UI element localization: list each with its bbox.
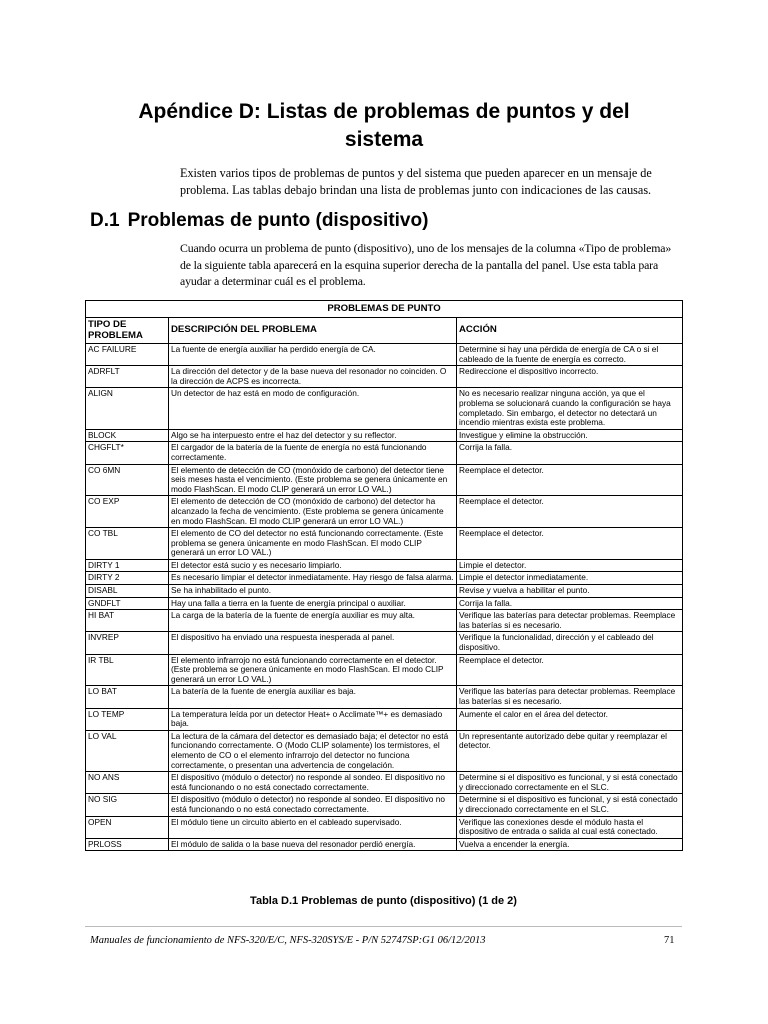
problem-action-cell: Un representante autorizado debe quitar y reemplazar el detector. — [457, 730, 683, 771]
problem-description-cell: Es necesario limpiar el detector inmediatamente. Hay riesgo de falsa alarma. — [169, 572, 457, 585]
table-row — [86, 838, 683, 851]
table-row — [86, 496, 683, 528]
problem-description-cell: La batería de la fuente de energía auxiliar es baja. — [169, 686, 457, 708]
problem-description-cell: El elemento de detección de CO (monóxido de carbono) del detector ha alcanzado la fecha de vencimiento. (Este problema se genera únicamente en modo FlashScan. El modo CLIP generará un error LO VAL.) — [169, 496, 457, 528]
problem-description-cell: El dispositivo ha enviado una respuesta inesperada al panel. — [169, 632, 457, 654]
problem-action-cell: Reemplace el detector. — [457, 654, 683, 686]
table-row — [86, 388, 683, 429]
column-header-action: ACCIÓN — [457, 318, 683, 344]
problem-type-cell: HI BAT — [86, 610, 169, 632]
problem-type-cell: CO 6MN — [86, 464, 169, 496]
problem-description-cell: El elemento de detección de CO (monóxido de carbono) del detector tiene seis meses hasta el vencimiento. (Este problema se genera únicamente en modo FlashScan. El modo CLIP generará un error LO VAL.) — [169, 464, 457, 496]
problem-description-cell: La fuente de energía auxiliar ha perdido energía de CA. — [169, 344, 457, 366]
problem-type-cell: LO TEMP — [86, 708, 169, 730]
problem-type-cell: LO VAL — [86, 730, 169, 771]
problem-action-cell: Verifique las baterías para detectar problemas. Reemplace las baterías si es necesario. — [457, 686, 683, 708]
table-row — [86, 654, 683, 686]
table-row — [86, 429, 683, 442]
page-number: 71 — [664, 935, 675, 946]
problem-action-cell: Investigue y elimine la obstrucción. — [457, 429, 683, 442]
problem-description-cell: El dispositivo (módulo o detector) no responde al sondeo. El dispositivo no está funcionando o no está conectado correctamente. — [169, 772, 457, 794]
problem-type-cell: NO ANS — [86, 772, 169, 794]
problem-description-cell: El cargador de la batería de la fuente de energía no está funcionando correctamente. — [169, 442, 457, 464]
problem-type-cell: CO TBL — [86, 528, 169, 560]
problem-action-cell: Reemplace el detector. — [457, 528, 683, 560]
problem-description-cell: Se ha inhabilitado el punto. — [169, 585, 457, 598]
problem-type-cell: GNDFLT — [86, 597, 169, 610]
section-paragraph: Cuando ocurra un problema de punto (dispositivo), uno de los mensajes de la columna «Tipo de problema» de la siguiente tabla aparecerá en la esquina superior derecha de la pantalla del panel. Use esta tabla para ayudar a determinar cuál es el problema. — [180, 241, 672, 288]
problem-description-cell: El dispositivo (módulo o detector) no responde al sondeo. El dispositivo no está funcionando o no está conectado correctamente. — [169, 794, 457, 816]
problem-description-cell: La carga de la batería de la fuente de energía auxiliar es muy alta. — [169, 610, 457, 632]
problem-type-cell: PRLOSS — [86, 838, 169, 851]
problem-action-cell: Limpie el detector. — [457, 559, 683, 572]
problem-type-cell: IR TBL — [86, 654, 169, 686]
section-number: D.1 — [90, 210, 120, 231]
footer-text: Manuales de funcionamiento de NFS-320/E/C, NFS-320SYS/E - P/N 52747SP:G1 06/12/2013 — [90, 935, 486, 946]
problem-description-cell: El elemento de CO del detector no está funcionando correctamente. (Este problema se genera únicamente en modo FlashScan. El modo CLIP generará un error LO VAL.) — [169, 528, 457, 560]
section-heading — [90, 208, 428, 234]
column-header-description: DESCRIPCIÓN DEL PROBLEMA — [169, 318, 457, 344]
problem-action-cell: Corrija la falla. — [457, 597, 683, 610]
table-row — [86, 730, 683, 771]
table-row — [86, 794, 683, 816]
problems-table — [85, 300, 683, 851]
problem-action-cell: No es necesario realizar ninguna acción, ya que el problema se solucionará cuando la configuración se haya completado. Sin embargo, el detector no detectará un incendio mientras exista este problema. — [457, 388, 683, 429]
problem-description-cell: La temperatura leída por un detector Heat+ o Acclimate™+ es demasiado baja. — [169, 708, 457, 730]
problem-type-cell: LO BAT — [86, 686, 169, 708]
problem-type-cell: BLOCK — [86, 429, 169, 442]
problem-description-cell: La lectura de la cámara del detector es demasiado baja; el detector no está funcionando correctamente. O (Modo CLIP solamente) los termistores, el elemento de CO o el elemento infrarrojo del detector no funciona correctamente, o presentan una advertencia de congelación. — [169, 730, 457, 771]
problem-action-cell: Reemplace el detector. — [457, 464, 683, 496]
problem-description-cell: Algo se ha interpuesto entre el haz del detector y su reflector. — [169, 429, 457, 442]
problem-type-cell: ALIGN — [86, 388, 169, 429]
table-row — [86, 585, 683, 598]
table-row — [86, 572, 683, 585]
table-row — [86, 464, 683, 496]
problem-action-cell: Limpie el detector inmediatamente. — [457, 572, 683, 585]
problem-type-cell: DIRTY 2 — [86, 572, 169, 585]
problem-type-cell: INVREP — [86, 632, 169, 654]
problem-description-cell: El módulo de salida o la base nueva del resonador perdió energía. — [169, 838, 457, 851]
page-title: Apéndice D: Listas de problemas de puntos y del sistema — [138, 100, 630, 151]
problem-action-cell: Determine si el dispositivo es funcional, y si está conectado y direccionado correctamente en el SLC. — [457, 794, 683, 816]
table-caption: Tabla D.1 Problemas de punto (dispositivo) (1 de 2) — [250, 895, 517, 907]
problem-action-cell: Verifique las conexiones desde el módulo hasta el dispositivo de entrada o salida al cual está conectado. — [457, 816, 683, 838]
problem-type-cell: AC FAILURE — [86, 344, 169, 366]
table-row — [86, 344, 683, 366]
table-header-row — [86, 318, 683, 344]
problem-description-cell: El elemento infrarrojo no está funcionando correctamente en el detector. (Este problema se genera únicamente en modo FlashScan. El modo CLIP generará un error LO VAL.) — [169, 654, 457, 686]
problem-action-cell: Aumente el calor en el área del detector. — [457, 708, 683, 730]
problem-action-cell: Vuelva a encender la energía. — [457, 838, 683, 851]
footer-divider — [85, 926, 682, 927]
problem-description-cell: Un detector de haz está en modo de configuración. — [169, 388, 457, 429]
problem-action-cell: Verifique las baterías para detectar problemas. Reemplace las baterías si es necesario. — [457, 610, 683, 632]
table-title: PROBLEMAS DE PUNTO — [86, 301, 683, 318]
problem-action-cell: Determine si el dispositivo es funcional, y si está conectado y direccionado correctamente en el SLC. — [457, 772, 683, 794]
table-row — [86, 686, 683, 708]
problem-type-cell: NO SIG — [86, 794, 169, 816]
problem-action-cell: Corrija la falla. — [457, 442, 683, 464]
table-row — [86, 528, 683, 560]
problem-description-cell: El detector está sucio y es necesario limpiarlo. — [169, 559, 457, 572]
problem-type-cell: CHGFLT* — [86, 442, 169, 464]
problem-type-cell: CO EXP — [86, 496, 169, 528]
problem-type-cell: DIRTY 1 — [86, 559, 169, 572]
table-row — [86, 442, 683, 464]
problem-description-cell: La dirección del detector y de la base nueva del resonador no coinciden. O la dirección de ACPS es incorrecta. — [169, 366, 457, 388]
column-header-type: TIPO DE PROBLEMA — [86, 318, 169, 344]
problem-action-cell: Revise y vuelva a habilitar el punto. — [457, 585, 683, 598]
section-title: Problemas de punto (dispositivo) — [127, 210, 429, 231]
table-row — [86, 559, 683, 572]
problem-description-cell: Hay una falla a tierra en la fuente de energía principal o auxiliar. — [169, 597, 457, 610]
problem-action-cell: Reemplace el detector. — [457, 496, 683, 528]
problem-type-cell: DISABL — [86, 585, 169, 598]
table-title-row — [86, 301, 683, 318]
problem-type-cell: ADRFLT — [86, 366, 169, 388]
table-row — [86, 597, 683, 610]
table-row — [86, 632, 683, 654]
table-row — [86, 816, 683, 838]
table-row — [86, 610, 683, 632]
problem-action-cell: Redireccione el dispositivo incorrecto. — [457, 366, 683, 388]
intro-paragraph: Existen varios tipos de problemas de puntos y del sistema que pueden aparecer en un mensaje de problema. Las tablas debajo brindan una lista de problemas junto con indicaciones de las causas. — [180, 166, 652, 197]
table-row — [86, 772, 683, 794]
table-row — [86, 708, 683, 730]
problem-action-cell: Verifique la funcionalidad, dirección y el cableado del dispositivo. — [457, 632, 683, 654]
problem-action-cell: Determine si hay una pérdida de energía de CA o si el cableado de la fuente de energía es correcto. — [457, 344, 683, 366]
problem-description-cell: El módulo tiene un circuito abierto en el cableado supervisado. — [169, 816, 457, 838]
table-row — [86, 366, 683, 388]
problem-type-cell: OPEN — [86, 816, 169, 838]
